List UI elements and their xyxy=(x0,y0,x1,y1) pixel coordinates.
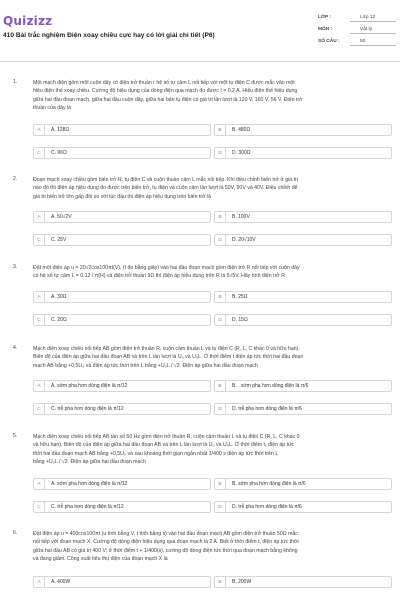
answer-option-c[interactable] xyxy=(33,403,211,415)
answer-option-a[interactable] xyxy=(33,380,211,392)
answer-option-b[interactable] xyxy=(214,124,392,136)
answer-option-a[interactable] xyxy=(33,478,211,490)
option-letter: D xyxy=(215,148,226,158)
option-letter: C xyxy=(34,148,45,158)
option-text: A. sớm pha hơn dòng điện là π/12 xyxy=(51,481,128,487)
question-text-line: Mạch điện xoay chiều nối tiếp AB tần số 50 Hz gồm điện trở thuần R, cuộn cảm thuần L và tụ điện C (R, L, C khác 0 xyxy=(33,434,300,440)
logo-text: Quizizz xyxy=(3,14,53,28)
answer-option-d[interactable] xyxy=(214,403,392,415)
option-text: C. trễ pha hơn dòng điện là π/12 xyxy=(51,504,124,510)
answer-option-c[interactable] xyxy=(33,147,211,159)
option-text: C. 20Ω xyxy=(51,317,67,323)
option-text: C. trễ pha hơn dòng điện là π/12 xyxy=(51,406,124,412)
meta-subject xyxy=(318,26,396,38)
option-letter: A xyxy=(34,479,45,489)
answer-option-d[interactable] xyxy=(214,314,392,326)
option-letter: C xyxy=(34,502,45,512)
option-text: B. 200W xyxy=(232,579,252,585)
option-text: B. . sớm pha hơn dòng điện là π/6 xyxy=(232,383,309,389)
option-letter: A xyxy=(34,381,45,391)
meta-label: LỚP : xyxy=(318,15,332,20)
question-text-line: Một mạch điện gồm một cuộn dây có điện trở thuần r hệ số tự cảm L nối tiếp với một tụ điện C được mắc vào một xyxy=(33,80,295,86)
option-letter: D xyxy=(215,404,226,414)
option-text: D. 15Ω xyxy=(232,317,248,323)
option-text: B. 25Ω xyxy=(232,294,248,300)
answer-option-d[interactable] xyxy=(214,147,392,159)
question-text-line: giữa hai đầu AB có giá trị 400 V; ở thời điểm t + 1/400(s), cường độ dòng điện tức thời qua đoạn mạch bằng không xyxy=(33,547,298,554)
option-text: A. 400W xyxy=(51,579,71,585)
option-text: B. 480Ω xyxy=(232,127,251,133)
question-text-line: thuần của dây là xyxy=(33,105,72,112)
question-number: 6. xyxy=(13,530,18,536)
option-letter: B xyxy=(215,212,226,222)
question-text-line: Đặt điện áp u = 400cos100πt (u tính bằng V, t tính bằng s) vào hai đầu đoạn mạch AB gồm điện trở thuần 50Ω mắc xyxy=(33,531,298,537)
option-letter: B xyxy=(215,381,226,391)
question-number: 3. xyxy=(13,264,18,270)
question-text-line: mạch AB bằng +0,5U₀ và điện áp tức thời trên L bằng +U₀L / √2. Điện áp giữa hai đầu đoạn mạch xyxy=(33,362,258,369)
answer-option-b[interactable] xyxy=(214,380,392,392)
meta-label: SỐ CÂU : xyxy=(318,39,340,44)
meta-value: Lớp 12 xyxy=(350,14,396,22)
answer-option-c[interactable] xyxy=(33,234,211,246)
quizizz-logo xyxy=(3,14,52,28)
option-text: D. trễ pha hơn dòng điện là π/6 xyxy=(232,406,302,412)
option-text: D. trễ pha hơn dòng điện là π/6 xyxy=(232,504,302,510)
answer-option-a[interactable] xyxy=(33,124,211,136)
question-text-line: bằng +U₀L / √2. Điện áp giữa hai đầu đoạn mạch xyxy=(33,459,146,466)
option-letter: C xyxy=(34,315,45,325)
meta-value: 50 xyxy=(350,38,396,46)
option-text: B. 100V xyxy=(232,214,250,220)
page-header xyxy=(0,0,400,62)
option-text: D. 20√10V xyxy=(232,237,256,243)
option-text: B. sớm pha hơn dòng điện là π/6 xyxy=(232,481,306,487)
meta-label: MÔN : xyxy=(318,27,333,32)
question-text-line: và đang giảm. Công suất tiêu thụ điện của đoạn mạch X là xyxy=(33,556,168,563)
meta-question-count xyxy=(318,38,396,50)
answer-option-a[interactable] xyxy=(33,211,211,223)
answer-option-a[interactable] xyxy=(33,291,211,303)
question-number: 4. xyxy=(13,345,18,351)
question-text-line: Mạch điện xoay chiều nối tiếp AB gồm điện trở thuần R, cuộn cảm thuần L và tụ điện C (R, L, C khác 0 và hữu hạn). xyxy=(33,346,300,352)
question-number: 2. xyxy=(13,176,18,182)
answer-option-d[interactable] xyxy=(214,234,392,246)
question-text-line: thời hai đầu đoạn mạch AB bằng +0,5U₀ và sau khoảng thời gian ngắn nhất 1/400 s điện áp tức thời trên L xyxy=(33,450,279,457)
option-text: A. 50√2V xyxy=(51,214,72,220)
meta-value: Vật lý xyxy=(350,26,396,34)
meta-class xyxy=(318,14,396,26)
option-letter: B xyxy=(215,292,226,302)
answer-option-d[interactable] xyxy=(214,501,392,513)
question-text-line: giá trị biến trở lớn gấp đôi so với lúc đầu thì điện áp hiệu dụng trên biến trở là xyxy=(33,193,211,200)
option-text: C. 96Ω xyxy=(51,150,67,156)
question-text-line: nối tiếp với đoạn mạch X. Cường độ dòng điện hiệu dụng qua đoạn mạch là 2 A. Biết ở thời điểm t, điện áp tức thời xyxy=(33,539,299,546)
option-text: D. 300Ω xyxy=(232,150,251,156)
answer-option-b[interactable] xyxy=(214,291,392,303)
option-text: A. 128Ω xyxy=(51,127,70,133)
question-text-line: và hữu hạn). Biên độ của điện áp giữa hai đầu đoạn AB và trên L lần lượt là U₀ và U₀L. Ở thời điểm t₁ điện áp tức xyxy=(33,442,295,449)
option-letter: B xyxy=(215,577,226,587)
option-text: A. 30Ω xyxy=(51,294,67,300)
option-letter: B xyxy=(215,125,226,135)
option-letter: C xyxy=(34,404,45,414)
option-letter: D xyxy=(215,502,226,512)
answer-option-c[interactable] xyxy=(33,501,211,513)
question-text-line: có hệ số tự cảm L = 0,12 / π(H) và điện trở thuần 9Ω thì điện áp hiệu dụng trên R là 5√5V. Hãy tính điện trở R xyxy=(33,273,285,280)
option-letter: A xyxy=(34,292,45,302)
option-letter: C xyxy=(34,235,45,245)
quiz-title: 410 Bài trắc nghiệm Điện xoay chiều cực hay có lời giải chi tiết (P6) xyxy=(3,32,215,39)
answer-option-b[interactable] xyxy=(214,211,392,223)
question-number: 5. xyxy=(13,433,18,439)
answer-option-b[interactable] xyxy=(214,576,392,588)
option-letter: D xyxy=(215,315,226,325)
question-text-line: hiệu điện thế xoay chiều. Cường độ hiệu dụng của dòng điện qua mạch đo được I = 0,2 A. Hiệu điện thế hiệu dụng xyxy=(33,88,298,95)
answer-option-c[interactable] xyxy=(33,314,211,326)
question-text-line: nào đó thì điện áp hiệu dụng đo được trên biến trở, tụ điện và cuộn cảm lần lượt là 50V, 90V và 40V. Điều chỉnh để xyxy=(33,185,298,192)
quiz-meta xyxy=(318,14,396,50)
question-text-line: Đặt một điện áp u = 20√2cos100πt(V), (t đo bằng giây) vào hai đầu đoạn mạch gồm điện trở R nối tiếp với cuộn dây xyxy=(33,265,300,271)
answer-option-b[interactable] xyxy=(214,478,392,490)
option-letter: D xyxy=(215,235,226,245)
option-text: C. 25V xyxy=(51,237,67,243)
option-text: A. sớm pha hơn dòng điện là π/12 xyxy=(51,383,128,389)
question-text-line: giữa hai đầu đoạn mạch, giữa hai đầu cuộn dây, giữa hai bản tụ điện có giá trị lần lượt là 120 V, 160 V, 56 V. Điện trở xyxy=(33,96,303,103)
option-letter: A xyxy=(34,212,45,222)
option-letter: A xyxy=(34,125,45,135)
question-text-line: Đoạn mạch xoay chiều gồm biến trở R, tụ điện C và cuộn thuần cảm L mắc nối tiếp. Khi điều chỉnh biến trở ở giá trị xyxy=(33,177,298,183)
answer-option-a[interactable] xyxy=(33,576,211,588)
option-letter: A xyxy=(34,577,45,587)
question-text-line: Biên độ của điện áp giữa hai đầu đoạn AB và trên L lần lượt là U₀ và U₀L. Ở thời điểm t điện áp tức thời hai đầu đoạn xyxy=(33,354,304,361)
question-number: 1. xyxy=(13,79,18,85)
option-letter: B xyxy=(215,479,226,489)
